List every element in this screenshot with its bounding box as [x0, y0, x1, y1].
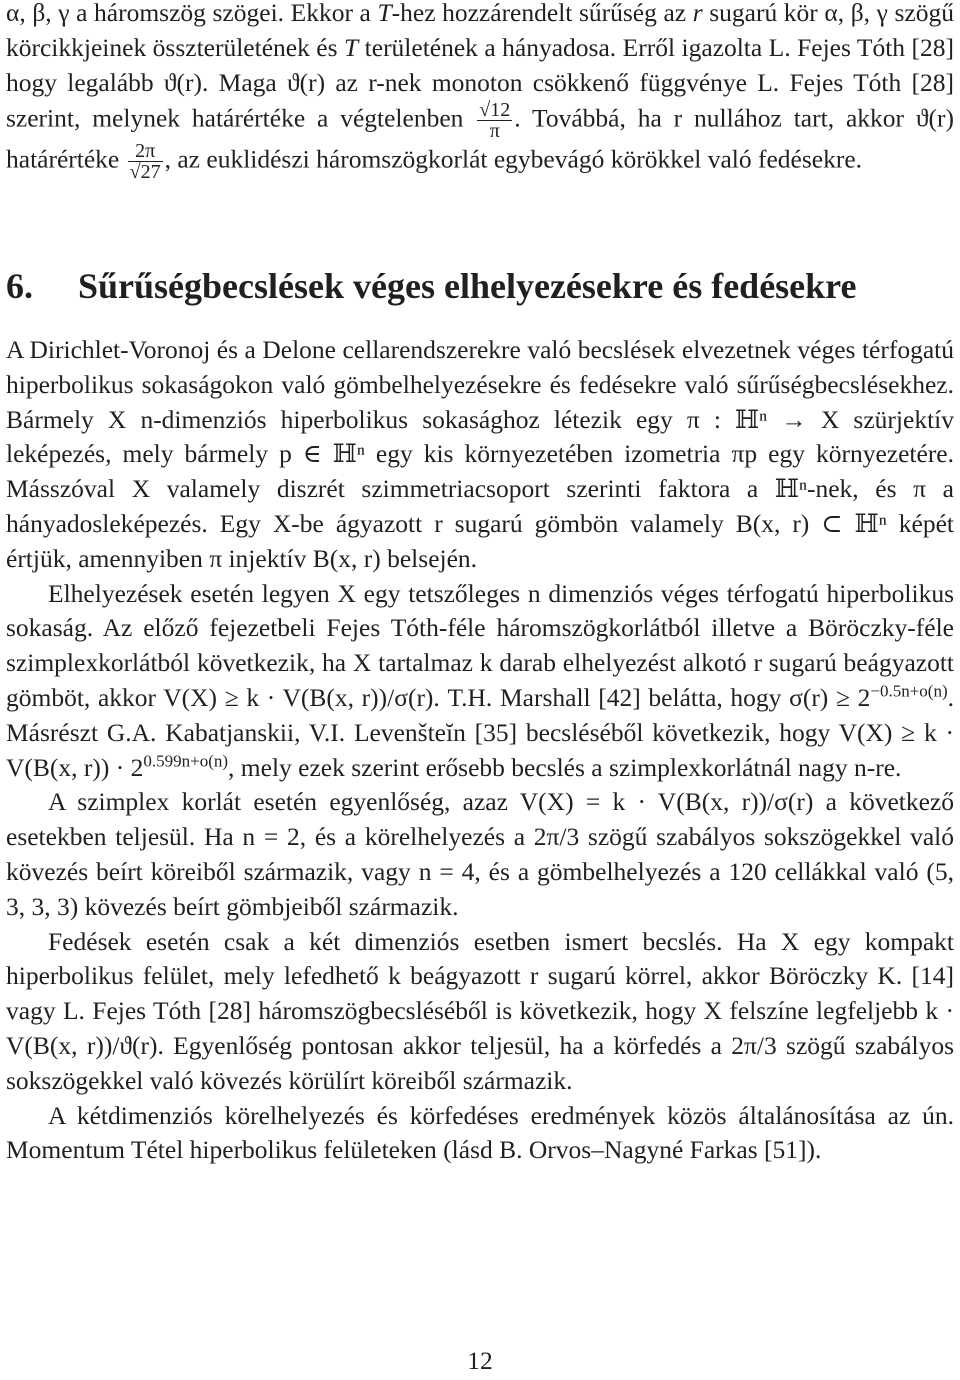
paragraph-coverings: Fedések esetén csak a két dimenziós esetben ismert becslés. Ha X egy kompakt hiperbolikus felület, mely lefedhető k beágyazott r sugarú körrel, akkor Böröczky K. [14] vagy L. Fejes Tóth [28] háromszögbecsléséből is következik, hogy X felszíne legfeljebb k · V(B(x, r))/ϑ(r). Egyenlőség pontosan akkor teljesül, ha a körfedés a 2π/3 szögű szabályos sokszögekkel való kövezés körülírt köreiből származik. [6, 926, 954, 1095]
fraction-2pi-over-sqrt27 [128, 141, 163, 182]
exponent-marshall: −0.5n+o(n) [870, 681, 948, 701]
intro-r: r [692, 0, 703, 27]
intro-text-b: -hez hozzárendelt sűrűség az [391, 0, 693, 27]
fraction-sqrt12-over-pi [477, 100, 512, 141]
page-number: 12 [467, 1346, 493, 1375]
intro-T: T [377, 0, 392, 27]
paragraph-momentum-theorem: A kétdimenziós körelhelyezés és körfedéses eredmények közös általánosítása az ún. Momentum Tétel hiperbolikus felületeken (lásd B. Orvos–Nagyné Farkas [51]). [6, 1100, 954, 1165]
fraction-denominator: π [489, 120, 500, 143]
exponent-kabatjanskii: 0.599n+o(n) [143, 751, 229, 771]
packings-text-a: Elhelyezések esetén legyen X egy tetszőleges n dimenziós véges térfogatú hiperbolikus sokaság. Az előző fejezetbeli Fejes Tóth-féle háromszögkorlátból illetve a Böröczky-féle szimplexkorlátból következik, ha X tartalmaz k darab elhelyezést alkotó r sugarú beágyazott gömböt, akkor V(X) ≥ k · V(B(x, r))/σ(r). T.H. Marshall [42] belátta, hogy σ(r) ≥ 2 [6, 578, 954, 712]
paragraph-manifolds: A Dirichlet-Voronoj és a Delone cellarendszerekre való becslések elvezetnek véges térfogatú hiperbolikus sokaságokon való gömbelhelyezésekre és fedésekre való sűrűségbecslésekhez. Bármely X n-dimenziós hiperbolikus sokasághoz létezik egy π : ℍⁿ → X szürjektív leképezés, mely bármely p ∈ ℍⁿ egy kis környezetében izometria πp egy környezetére. Másszóval X valamely diszrét szimmetriacsoport szerinti faktora a ℍⁿ-nek, és π a hányadosleképezés. Egy X-be ágyazott r sugarú gömbön valamely B(x, r) ⊂ ℍⁿ képét értjük, amennyiben π injektív B(x, r) belsején. [6, 335, 954, 573]
intro-text-f: , az euklidészi háromszögkorlát egybevágó körökkel való fedésekre. [164, 144, 863, 174]
section-heading [6, 265, 954, 307]
intro-text-c: sugarú kör α, β, γ szögű körcikkjeinek összterületének és [6, 0, 954, 62]
packings-text-b: . Másrészt G.A. Kabatjanskii, V.I. Levenšteĭn [35] becsléséből következik, hogy V(X) ≥ k · V(B(x, r)) · 2 [6, 682, 954, 782]
intro-paragraph [6, 0, 954, 182]
section-number: 6. [6, 266, 33, 306]
fraction-denominator: √27 [129, 161, 161, 184]
intro-text-d: területének a hányadosa. Erről igazolta L. Fejes Tóth [28] hogy legalább ϑ(r). Maga ϑ(r) az r-nek monoton csökkenő függvénye L. Fejes Tóth [28] szerint, melynek határértéke a végtelenben [6, 32, 954, 133]
fraction-numerator: √12 [479, 99, 511, 122]
intro-T2: T [344, 32, 359, 62]
section-title: Sűrűségbecslések véges elhelyezésekre és fedésekre [78, 266, 857, 306]
paragraph-packings [6, 577, 954, 786]
intro-text-e: . Továbbá, ha r nullához tart, akkor ϑ(r) határértéke [6, 103, 954, 174]
intro-text-a: α, β, γ a háromszög szögei. Ekkor a [6, 0, 378, 27]
packings-text-c: , mely ezek szerint erősebb becslés a szimplexkorlátnál nagy n-re. [228, 752, 902, 782]
paragraph-simplex-equality: A szimplex korlát esetén egyenlőség, azaz V(X) = k · V(B(x, r))/σ(r) a következő esetekben teljesül. Ha n = 2, és a körelhelyezés a 2π/3 szögű szabályos sokszögekkel való kövezés beírt köreiből származik, vagy n = 4, és a gömbelhelyezés a 120 cellákkal való (5, 3, 3, 3) kövezés beírt gömbjeiből származik. [6, 787, 954, 921]
section-body [6, 333, 954, 1168]
fraction-numerator: 2π [128, 141, 163, 162]
